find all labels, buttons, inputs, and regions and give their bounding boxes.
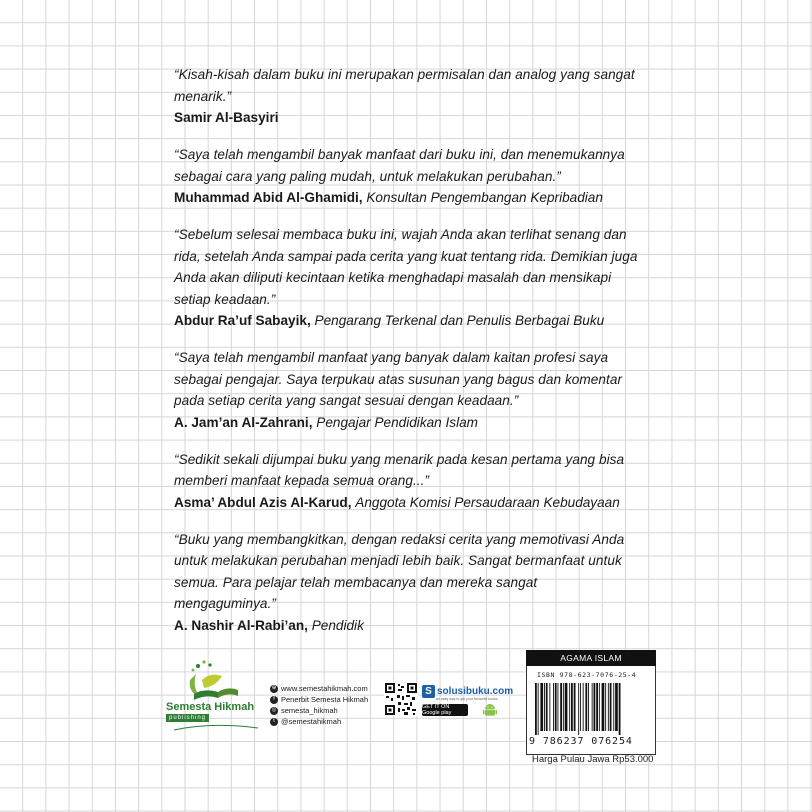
- social-text: semesta_hikmah: [281, 706, 338, 715]
- author-name: Muhammad Abid Al-Ghamidi,: [174, 190, 363, 205]
- testimonial-quote: “Sedikit sekali dijumpai buku yang menarik pada kesan pertama yang bisa memberi manfaat kepada semua orang...”: [174, 451, 625, 488]
- author-name: A. Jam’an Al-Zahrani,: [174, 414, 313, 430]
- price-label: Harga Pulau Jawa Rp53.000: [532, 754, 654, 765]
- social-links: [270, 683, 368, 727]
- barcode-bar: [610, 683, 612, 731]
- social-row-twitter[interactable]: [270, 716, 368, 727]
- testimonial-author: [174, 615, 640, 636]
- barcode-digits: 9 786237 076254: [529, 736, 633, 747]
- testimonial-quote: “Buku yang membangkitkan, dengan redaksi cerita yang memotivasi Anda untuk melakukan perubahan menjadi lebih baik. Sangat bermanfaat untuk semua. Para pelajar telah membacanya dan mereka sangat mengaguminya.”: [174, 531, 625, 611]
- barcode-bar: [594, 683, 596, 731]
- barcode-bar: [585, 683, 587, 731]
- store-block: [384, 682, 516, 720]
- barcode-bar: [615, 683, 618, 731]
- social-text: www.semestahikmah.com: [281, 684, 368, 693]
- testimonial-author: [174, 107, 640, 128]
- barcode-bar: [619, 683, 621, 735]
- category-label: AGAMA ISLAM: [526, 650, 656, 666]
- author-role: Pengajar Pendidikan Islam: [316, 414, 478, 430]
- barcode-bar: [553, 683, 554, 731]
- testimonial-author: [174, 412, 640, 433]
- barcode-bar: [578, 683, 579, 735]
- barcode-bar: [560, 683, 562, 731]
- qr-code-icon: [384, 682, 418, 716]
- testimonial: [174, 347, 640, 433]
- barcode-bar: [583, 683, 584, 731]
- facebook-icon: f: [270, 696, 278, 704]
- twitter-icon: t: [270, 718, 278, 726]
- barcode-bar: [592, 683, 593, 731]
- globe-icon: ⊕: [271, 685, 277, 691]
- social-text: Penerbit Semesta Hikmah: [281, 695, 369, 704]
- testimonial: [174, 64, 640, 128]
- barcode-bar: [608, 683, 609, 731]
- testimonial: [174, 224, 640, 331]
- barcode-bar: [613, 683, 614, 731]
- publisher-subtitle: publishing: [166, 714, 209, 722]
- author-role: Anggota Komisi Persaudaraan Kebudayaan: [355, 494, 620, 510]
- social-row-instagram[interactable]: [270, 705, 368, 716]
- barcode-bar: [540, 683, 543, 731]
- barcode-bar: [588, 683, 589, 731]
- barcode-bar: [599, 683, 600, 731]
- barcode-box: [526, 666, 656, 755]
- social-text: @semestahikmah: [281, 717, 342, 726]
- barcode-bar: [563, 683, 564, 731]
- solusibuku-logo[interactable]: [422, 684, 514, 698]
- author-name: Asma’ Abdul Azis Al-Karud,: [174, 494, 352, 510]
- barcode-bar: [535, 683, 537, 735]
- testimonial-quote: “Kisah-kisah dalam buku ini merupakan permisalan dan analog yang sangat menarik.”: [174, 67, 635, 104]
- author-role: Pendidik: [311, 617, 364, 633]
- barcode-bar: [555, 683, 557, 731]
- social-row-facebook[interactable]: [270, 694, 368, 705]
- isbn-block: [526, 650, 656, 755]
- testimonial-quote: “Saya telah mengambil manfaat yang banyak dalam kaitan profesi saya sebagai pengajar. Saya terpukau atas susunan yang bagus dan komentar pada setiap cerita yang sangat sesuai dengan keadaan.”: [174, 350, 623, 408]
- barcode-bar: [546, 683, 548, 731]
- instagram-icon: ◎: [271, 707, 277, 713]
- testimonial-quote: “Sebelum selesai membaca buku ini, wajah Anda akan terlihat senang dan rida, setelah Anda sampai pada cerita yang kuat tentang rida. Demikian juga Anda akan diliputi kecintaan ketika menghadapi masalah dan mensikapi setiap keadaan.”: [174, 227, 638, 307]
- barcode-bar: [574, 683, 576, 731]
- testimonials: [174, 64, 640, 652]
- author-name: A. Nashir Al-Rabi’an,: [174, 617, 308, 633]
- publisher-logo-icon: [160, 654, 265, 734]
- publisher-name: Semesta Hikmah: [166, 701, 255, 713]
- store-tagline: an easy way to get your favourite books: [436, 697, 498, 701]
- barcode-bar: [605, 683, 606, 731]
- testimonial-author: [174, 492, 640, 513]
- barcode-bar: [538, 683, 539, 735]
- barcode-bar: [596, 683, 598, 731]
- testimonial-author: [174, 187, 640, 208]
- barcode-bar: [549, 683, 550, 731]
- store-name: solusibuku.com: [437, 685, 514, 697]
- social-row-website[interactable]: [270, 683, 368, 694]
- google-play-badge[interactable]: GET IT ON Google play: [422, 704, 468, 716]
- author-role: Pengarang Terkenal dan Penulis Berbagai Buku: [314, 313, 605, 328]
- barcode-bar: [558, 683, 559, 731]
- barcode-bar: [571, 683, 573, 731]
- android-icon[interactable]: [482, 702, 498, 718]
- testimonial-quote: “Saya telah mengambil banyak manfaat dari buku ini, dan menemukannya sebagai cara yang paling mudah, untuk melakukan perubahan.”: [174, 147, 625, 184]
- author-name: Abdur Ra’uf Sabayik,: [174, 313, 311, 328]
- testimonial: [174, 529, 640, 636]
- testimonial: [174, 144, 640, 208]
- barcode-bar: [580, 683, 581, 731]
- author-name: Samir Al-Basyiri: [174, 110, 279, 125]
- barcode-bar: [544, 683, 545, 731]
- barcode-bar: [565, 683, 568, 731]
- testimonial-author: [174, 310, 640, 331]
- author-role: Konsultan Pengembangan Kepribadian: [366, 190, 603, 205]
- barcode-bar: [602, 683, 605, 731]
- testimonial: [174, 449, 640, 513]
- barcode-bar: [569, 683, 570, 731]
- solusibuku-icon: S: [422, 685, 435, 698]
- barcode-icon: [533, 683, 651, 735]
- isbn-number: ISBN 978-623-7076-25-4: [537, 671, 637, 679]
